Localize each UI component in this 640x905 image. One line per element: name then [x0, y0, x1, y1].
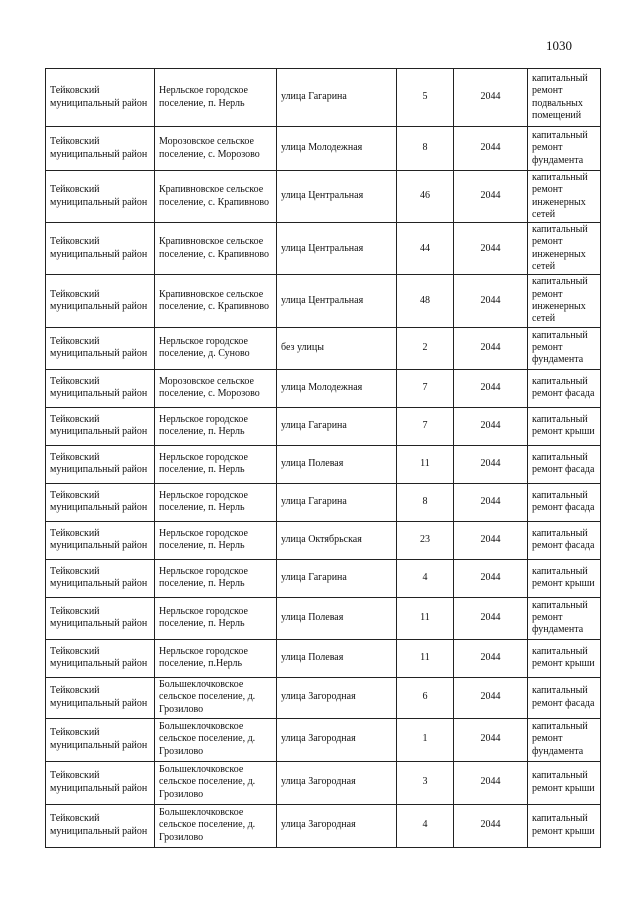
table-row [46, 445, 601, 483]
work-type-cell: капитальный ремонт подвальных помещений [528, 69, 601, 127]
district-cell: Тейковский муниципальный район [46, 639, 155, 677]
work-type-cell: капитальный ремонт крыши [528, 407, 601, 445]
district-cell: Тейковский муниципальный район [46, 369, 155, 407]
year-cell: 2044 [454, 804, 528, 847]
table-row [46, 718, 601, 761]
settlement-cell: Большеклочковское сельское поселение, д. Грозилово [155, 761, 277, 804]
house-number-cell: 44 [397, 223, 454, 275]
year-cell: 2044 [454, 369, 528, 407]
table-row [46, 483, 601, 521]
work-type-cell: капитальный ремонт фасада [528, 677, 601, 718]
settlement-cell: Большеклочковское сельское поселение, д. Грозилово [155, 718, 277, 761]
house-number-cell: 11 [397, 639, 454, 677]
year-cell: 2044 [454, 639, 528, 677]
district-cell: Тейковский муниципальный район [46, 521, 155, 559]
district-cell: Тейковский муниципальный район [46, 718, 155, 761]
table-row [46, 761, 601, 804]
work-type-cell: капитальный ремонт фундамента [528, 718, 601, 761]
district-cell: Тейковский муниципальный район [46, 327, 155, 369]
street-cell: улица Молодежная [277, 369, 397, 407]
work-type-cell: капитальный ремонт крыши [528, 804, 601, 847]
year-cell: 2044 [454, 407, 528, 445]
house-number-cell: 4 [397, 804, 454, 847]
work-type-cell: капитальный ремонт инженерных сетей [528, 223, 601, 275]
settlement-cell: Морозовское сельское поселение, с. Морозово [155, 127, 277, 171]
settlement-cell: Нерльское городское поселение, п. Нерль [155, 483, 277, 521]
street-cell: улица Загородная [277, 677, 397, 718]
year-cell: 2044 [454, 327, 528, 369]
table-row [46, 69, 601, 127]
table-body [46, 69, 601, 848]
work-type-cell: капитальный ремонт фасада [528, 445, 601, 483]
street-cell: улица Гагарина [277, 69, 397, 127]
district-cell: Тейковский муниципальный район [46, 483, 155, 521]
street-cell: улица Центральная [277, 223, 397, 275]
settlement-cell: Нерльское городское поселение, п. Нерль [155, 445, 277, 483]
house-number-cell: 7 [397, 369, 454, 407]
work-type-cell: капитальный ремонт фасада [528, 369, 601, 407]
table-row [46, 407, 601, 445]
street-cell: улица Молодежная [277, 127, 397, 171]
district-cell: Тейковский муниципальный район [46, 223, 155, 275]
table-row [46, 275, 601, 327]
house-number-cell: 8 [397, 127, 454, 171]
year-cell: 2044 [454, 761, 528, 804]
district-cell: Тейковский муниципальный район [46, 171, 155, 223]
settlement-cell: Большеклочковское сельское поселение, д. Грозилово [155, 804, 277, 847]
house-number-cell: 4 [397, 559, 454, 597]
district-cell: Тейковский муниципальный район [46, 69, 155, 127]
house-number-cell: 7 [397, 407, 454, 445]
house-number-cell: 11 [397, 597, 454, 639]
district-cell: Тейковский муниципальный район [46, 407, 155, 445]
house-number-cell: 5 [397, 69, 454, 127]
work-type-cell: капитальный ремонт фасада [528, 483, 601, 521]
street-cell: улица Гагарина [277, 559, 397, 597]
table-row [46, 127, 601, 171]
settlement-cell: Нерльское городское поселение, п. Нерль [155, 69, 277, 127]
year-cell: 2044 [454, 521, 528, 559]
house-number-cell: 2 [397, 327, 454, 369]
street-cell: улица Центральная [277, 171, 397, 223]
table-row [46, 597, 601, 639]
work-type-cell: капитальный ремонт фундамента [528, 327, 601, 369]
street-cell: улица Полевая [277, 597, 397, 639]
street-cell: улица Загородная [277, 718, 397, 761]
work-type-cell: капитальный ремонт крыши [528, 559, 601, 597]
street-cell: улица Гагарина [277, 483, 397, 521]
house-number-cell: 6 [397, 677, 454, 718]
year-cell: 2044 [454, 127, 528, 171]
street-cell: улица Гагарина [277, 407, 397, 445]
settlement-cell: Крапивновское сельское поселение, с. Крапивново [155, 275, 277, 327]
settlement-cell: Нерльское городское поселение, п. Нерль [155, 597, 277, 639]
year-cell: 2044 [454, 445, 528, 483]
year-cell: 2044 [454, 597, 528, 639]
district-cell: Тейковский муниципальный район [46, 597, 155, 639]
work-type-cell: капитальный ремонт крыши [528, 761, 601, 804]
settlement-cell: Крапивновское сельское поселение, с. Крапивново [155, 223, 277, 275]
settlement-cell: Нерльское городское поселение, п.Нерль [155, 639, 277, 677]
year-cell: 2044 [454, 275, 528, 327]
table-row [46, 223, 601, 275]
house-number-cell: 1 [397, 718, 454, 761]
settlement-cell: Нерльское городское поселение, п. Нерль [155, 521, 277, 559]
year-cell: 2044 [454, 677, 528, 718]
street-cell: улица Полевая [277, 639, 397, 677]
year-cell: 2044 [454, 559, 528, 597]
table-row [46, 369, 601, 407]
settlement-cell: Нерльское городское поселение, п. Нерль [155, 559, 277, 597]
house-number-cell: 48 [397, 275, 454, 327]
table-row [46, 521, 601, 559]
table-row [46, 639, 601, 677]
street-cell: улица Октябрьская [277, 521, 397, 559]
settlement-cell: Нерльское городское поселение, п. Нерль [155, 407, 277, 445]
year-cell: 2044 [454, 718, 528, 761]
table-row [46, 171, 601, 223]
street-cell: улица Центральная [277, 275, 397, 327]
house-number-cell: 23 [397, 521, 454, 559]
street-cell: улица Полевая [277, 445, 397, 483]
work-type-cell: капитальный ремонт инженерных сетей [528, 275, 601, 327]
house-number-cell: 3 [397, 761, 454, 804]
work-type-cell: капитальный ремонт крыши [528, 639, 601, 677]
house-number-cell: 11 [397, 445, 454, 483]
settlement-cell: Большеклочковское сельское поселение, д. Грозилово [155, 677, 277, 718]
table-row [46, 327, 601, 369]
work-type-cell: капитальный ремонт фасада [528, 521, 601, 559]
street-cell: улица Загородная [277, 761, 397, 804]
house-number-cell: 8 [397, 483, 454, 521]
repair-schedule-table [45, 68, 601, 848]
district-cell: Тейковский муниципальный район [46, 804, 155, 847]
settlement-cell: Морозовское сельское поселение, с. Морозово [155, 369, 277, 407]
work-type-cell: капитальный ремонт фундамента [528, 597, 601, 639]
street-cell: без улицы [277, 327, 397, 369]
work-type-cell: капитальный ремонт инженерных сетей [528, 171, 601, 223]
settlement-cell: Нерльское городское поселение, д. Суново [155, 327, 277, 369]
house-number-cell: 46 [397, 171, 454, 223]
year-cell: 2044 [454, 69, 528, 127]
district-cell: Тейковский муниципальный район [46, 445, 155, 483]
year-cell: 2044 [454, 223, 528, 275]
year-cell: 2044 [454, 171, 528, 223]
settlement-cell: Крапивновское сельское поселение, с. Крапивново [155, 171, 277, 223]
table-row [46, 804, 601, 847]
district-cell: Тейковский муниципальный район [46, 761, 155, 804]
district-cell: Тейковский муниципальный район [46, 559, 155, 597]
year-cell: 2044 [454, 483, 528, 521]
page-number: 1030 [546, 38, 572, 53]
work-type-cell: капитальный ремонт фундамента [528, 127, 601, 171]
district-cell: Тейковский муниципальный район [46, 275, 155, 327]
district-cell: Тейковский муниципальный район [46, 677, 155, 718]
street-cell: улица Загородная [277, 804, 397, 847]
table-row [46, 677, 601, 718]
table-row [46, 559, 601, 597]
district-cell: Тейковский муниципальный район [46, 127, 155, 171]
